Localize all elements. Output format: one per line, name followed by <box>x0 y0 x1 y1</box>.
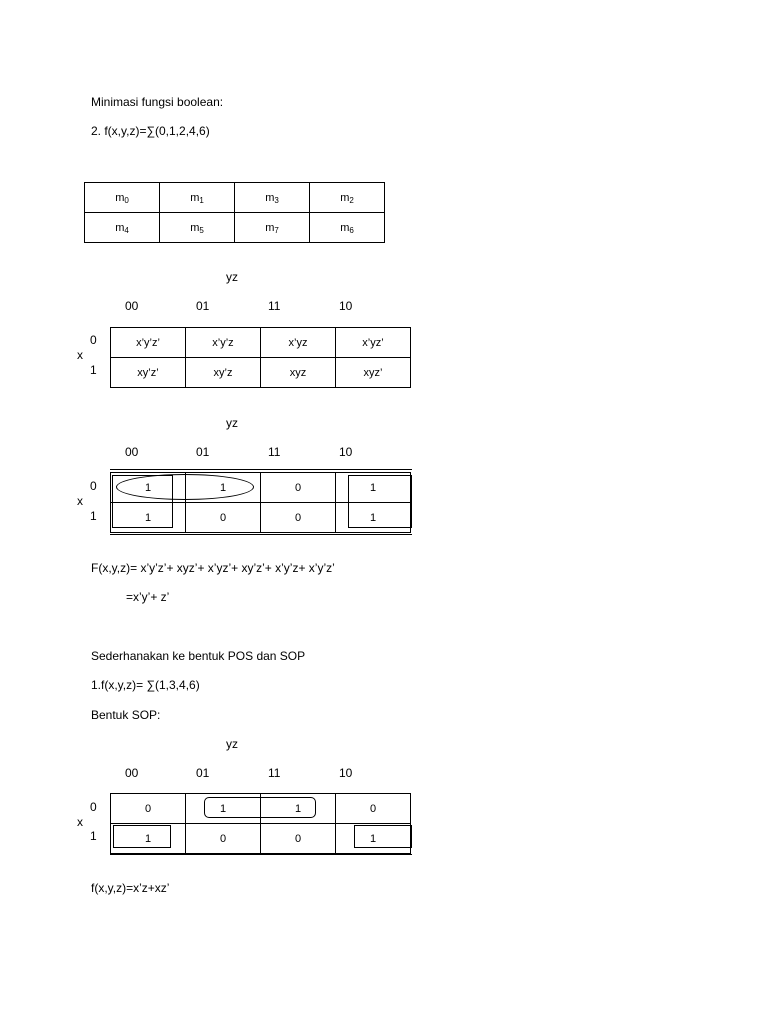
kmap2-row-header: 1 <box>90 509 97 523</box>
kmap3-x-label: x <box>77 815 83 829</box>
minterm-cell: m0 <box>85 183 160 213</box>
kmap2-cell: 1 <box>186 473 261 503</box>
minterm-cell: m1 <box>160 183 235 213</box>
minterm-cell: m3 <box>235 183 310 213</box>
kmap2-top-double-line <box>110 469 412 470</box>
kmap1-cell: xyz’ <box>336 358 411 388</box>
kmap2-cell: 1 <box>111 473 186 503</box>
sop-label: Bentuk SOP: <box>91 708 161 722</box>
kmap1-cell: x’y’z <box>186 328 261 358</box>
kmap3-cell: 1 <box>336 824 411 854</box>
kmap3-col-header: 01 <box>196 766 210 780</box>
heading-sederhanakan: Sederhanakan ke bentuk POS dan SOP <box>91 649 306 663</box>
kmap3-group-row0-01-11 <box>204 797 316 818</box>
kmap3-cell: 0 <box>111 794 186 824</box>
kmap2-cell: 0 <box>261 503 336 533</box>
kmap2-cell: 0 <box>261 473 336 503</box>
kmap1-col-header: 11 <box>268 299 281 313</box>
minterm-cell: m4 <box>85 213 160 243</box>
problem-1: 1.f(x,y,z)= ∑(1,3,4,6) <box>91 678 200 692</box>
kmap1-row <box>111 328 411 358</box>
minterm-cell: m6 <box>310 213 385 243</box>
kmap2-col-header: 01 <box>196 445 210 459</box>
minterm-row <box>85 213 385 243</box>
kmap3-row-header: 0 <box>90 800 97 814</box>
kmap1-cell: x’y’z’ <box>111 328 186 358</box>
kmap2-yz-label: yz <box>226 416 238 430</box>
kmap2-bottom-double-line <box>110 534 412 535</box>
kmap2-cell: 1 <box>336 473 411 503</box>
kmap2-col-header: 10 <box>339 445 353 459</box>
kmap1-col-header: 10 <box>339 299 353 313</box>
kmap3-col-header: 10 <box>339 766 353 780</box>
kmap3-cell: 0 <box>261 824 336 854</box>
heading-minimasi: Minimasi fungsi boolean: <box>91 95 224 109</box>
kmap1-cell: xy’z’ <box>111 358 186 388</box>
kmap3-cell: 1 <box>111 824 186 854</box>
kmap1-cell: xy’z <box>186 358 261 388</box>
kmap2-cell: 1 <box>336 503 411 533</box>
minterm-cell: m5 <box>160 213 235 243</box>
kmap3-cell: 0 <box>186 824 261 854</box>
expression-result: =x’y’+ z’ <box>126 590 170 604</box>
kmap3-row-header: 1 <box>90 829 97 843</box>
kmap2-cell: 1 <box>111 503 186 533</box>
kmap3-col-header: 11 <box>268 766 281 780</box>
kmap1-col-header: 01 <box>196 299 210 313</box>
kmap2-x-label: x <box>77 494 83 508</box>
kmap3-group-row1-00 <box>113 825 171 848</box>
kmap1-cell: x’yz’ <box>336 328 411 358</box>
kmap3-group-row1-10 <box>354 825 412 848</box>
kmap2-col-header: 11 <box>268 445 281 459</box>
kmap1-col-header: 00 <box>125 299 139 313</box>
expression-full: F(x,y,z)= x’y’z’+ xyz’+ x’yz’+ xy’z’+ x’y’z+ x’y’z’ <box>91 561 335 575</box>
kmap2-cell: 0 <box>186 503 261 533</box>
kmap3-cell: 1 <box>186 794 261 824</box>
sop-result: f(x,y,z)=x’z+xz’ <box>91 881 170 895</box>
kmap2-group-ellipse-row0 <box>116 474 254 500</box>
kmap2-group-col10 <box>348 475 412 528</box>
kmap2-col-header: 00 <box>125 445 139 459</box>
minterm-cell: m7 <box>235 213 310 243</box>
kmap3-col-header: 00 <box>125 766 139 780</box>
kmap1-x-label: x <box>77 348 83 362</box>
kmap3-bottom-double-line <box>110 854 412 855</box>
kmap3-cell: 1 <box>261 794 336 824</box>
kmap1-yz-label: yz <box>226 270 238 284</box>
kmap1-row-header: 0 <box>90 333 97 347</box>
problem-2: 2. f(x,y,z)=∑(0,1,2,4,6) <box>91 124 210 138</box>
kmap2-row-header: 0 <box>90 479 97 493</box>
kmap1-table <box>110 327 411 388</box>
kmap1-cell: x’yz <box>261 328 336 358</box>
kmap3-yz-label: yz <box>226 737 238 751</box>
kmap1-row-header: 1 <box>90 363 97 377</box>
minterm-cell: m2 <box>310 183 385 213</box>
kmap1-cell: xyz <box>261 358 336 388</box>
minterm-table <box>84 182 385 243</box>
minterm-row <box>85 183 385 213</box>
kmap1-row <box>111 358 411 388</box>
kmap3-cell: 0 <box>336 794 411 824</box>
